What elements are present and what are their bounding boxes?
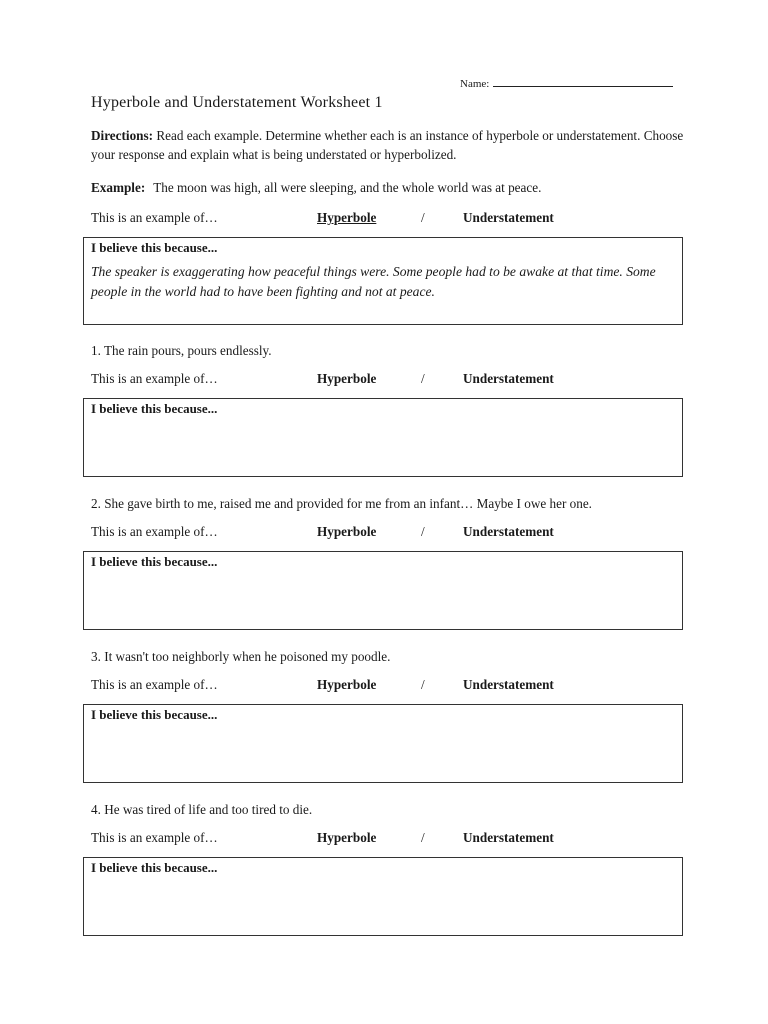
hyperbole-option[interactable]: Hyperbole bbox=[317, 524, 377, 539]
question-4-answer-box[interactable] bbox=[83, 857, 683, 936]
question-3-answer-box[interactable] bbox=[83, 704, 683, 783]
answer-box-label: I believe this because... bbox=[91, 554, 218, 569]
example-text: The moon was high, all were sleeping, and the whole world was at peace. bbox=[153, 180, 542, 195]
question-1-answer-box[interactable] bbox=[83, 398, 683, 477]
choice-lead: This is an example of… bbox=[91, 210, 218, 225]
question-2-answer-box[interactable] bbox=[83, 551, 683, 630]
answer-box-label: I believe this because... bbox=[91, 240, 218, 255]
example-answer-text: The speaker is exaggerating how peaceful things were. Some people had to be awake at that time. Some people in the world had to have been fighting and not at peace. bbox=[91, 264, 656, 299]
name-field[interactable] bbox=[460, 77, 673, 90]
worksheet-title: Hyperbole and Understatement Worksheet 1 bbox=[91, 94, 383, 111]
understatement-option[interactable]: Understatement bbox=[463, 371, 554, 386]
hyperbole-option[interactable]: Hyperbole bbox=[317, 830, 377, 845]
example-choice-row bbox=[91, 210, 691, 228]
understatement-option[interactable]: Understatement bbox=[463, 524, 554, 539]
choice-lead: This is an example of… bbox=[91, 371, 218, 386]
hyperbole-option[interactable]: Hyperbole bbox=[317, 371, 377, 386]
answer-box-label: I believe this because... bbox=[91, 707, 218, 722]
choice-lead: This is an example of… bbox=[91, 524, 218, 539]
directions-label: Directions: bbox=[91, 128, 154, 143]
question-4-choice-row bbox=[91, 830, 691, 848]
answer-box-label: I believe this because... bbox=[91, 860, 218, 875]
understatement-option[interactable]: Understatement bbox=[463, 677, 554, 692]
question-1-text: 1. The rain pours, pours endlessly. bbox=[91, 343, 272, 358]
example-answer-box[interactable] bbox=[83, 237, 683, 325]
directions bbox=[91, 126, 691, 164]
hyperbole-option[interactable]: Hyperbole bbox=[317, 210, 377, 225]
question-2-text: 2. She gave birth to me, raised me and provided for me from an infant… Maybe I owe her one. bbox=[91, 496, 592, 511]
name-label: Name: bbox=[460, 78, 490, 90]
example-prompt bbox=[91, 180, 541, 196]
example-label: Example: bbox=[91, 180, 146, 195]
option-separator: / bbox=[421, 677, 425, 692]
option-separator: / bbox=[421, 524, 425, 539]
name-blank-line[interactable] bbox=[493, 77, 673, 87]
answer-box-label: I believe this because... bbox=[91, 401, 218, 416]
understatement-option[interactable]: Understatement bbox=[463, 830, 554, 845]
question-2-choice-row bbox=[91, 524, 691, 542]
understatement-option[interactable]: Understatement bbox=[463, 210, 554, 225]
question-3-choice-row bbox=[91, 677, 691, 695]
choice-lead: This is an example of… bbox=[91, 830, 218, 845]
option-separator: / bbox=[421, 371, 425, 386]
question-1-choice-row bbox=[91, 371, 691, 389]
choice-lead: This is an example of… bbox=[91, 677, 218, 692]
option-separator: / bbox=[421, 210, 425, 225]
option-separator: / bbox=[421, 830, 425, 845]
hyperbole-option[interactable]: Hyperbole bbox=[317, 677, 377, 692]
directions-text: Read each example. Determine whether each is an instance of hyperbole or understatement. Choose your response and explain what is being understated or hyperbolized. bbox=[91, 128, 684, 162]
question-3-text: 3. It wasn't too neighborly when he poisoned my poodle. bbox=[91, 649, 391, 664]
question-4-text: 4. He was tired of life and too tired to die. bbox=[91, 802, 313, 817]
